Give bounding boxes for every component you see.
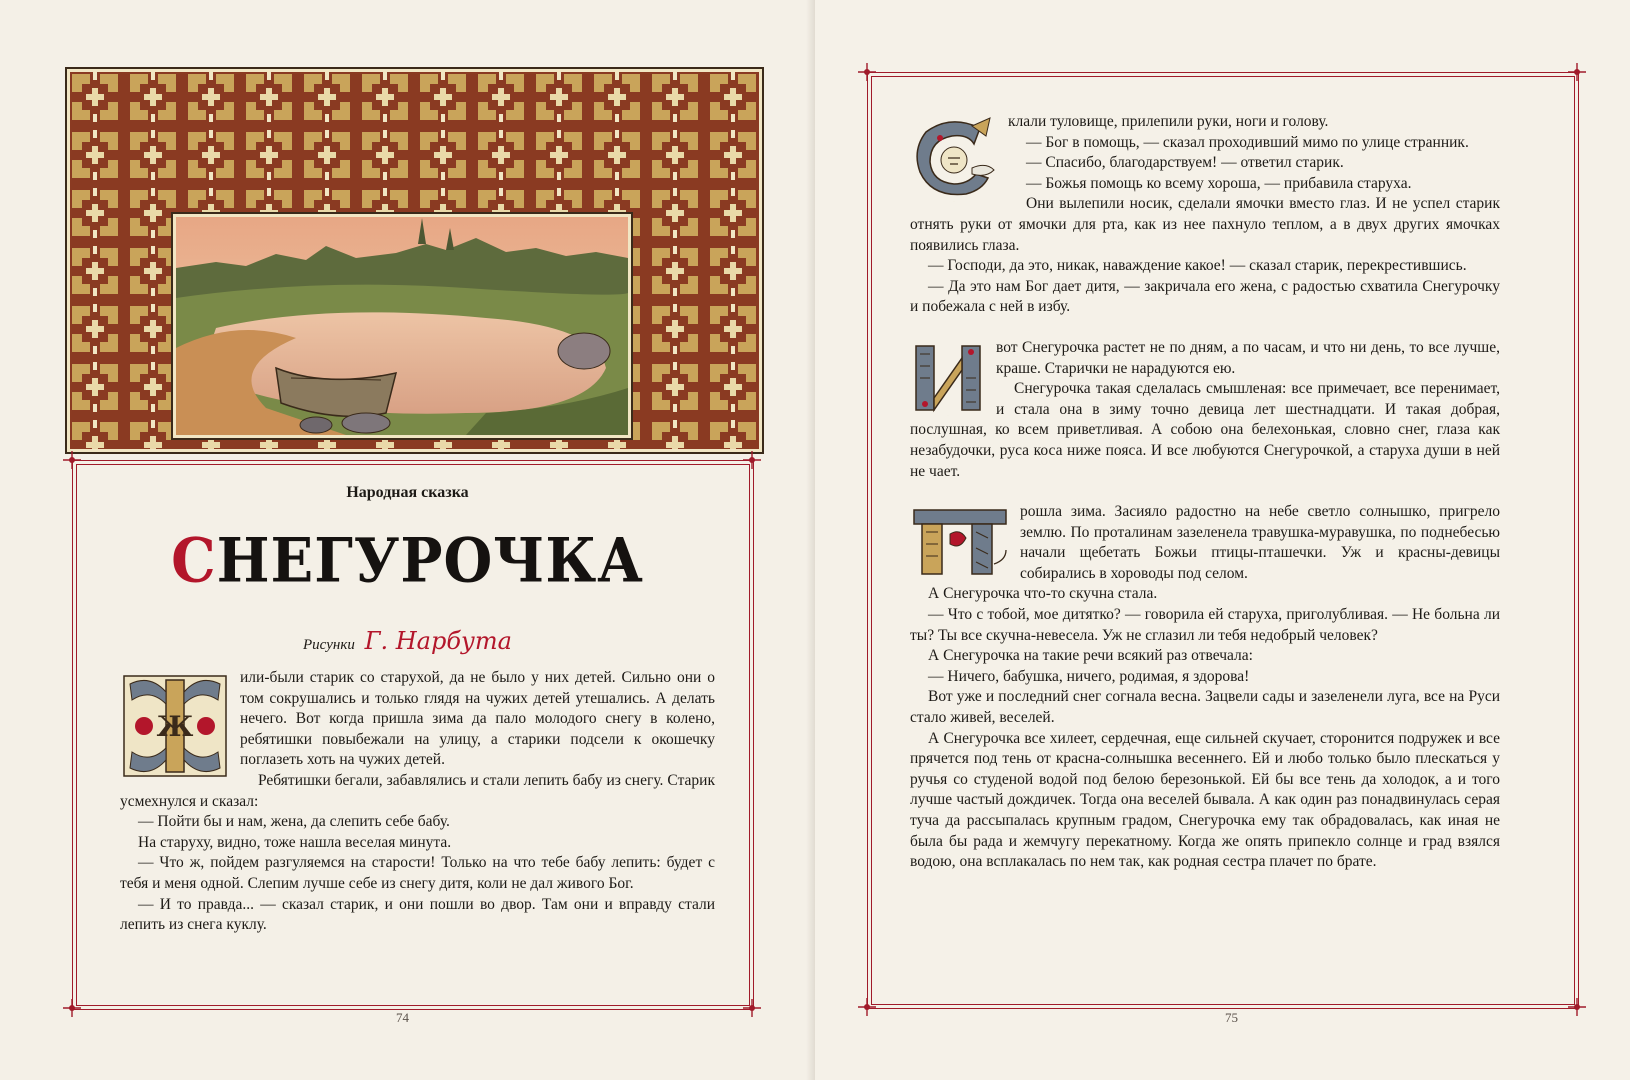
paragraph: — Божья помощь ко всему хороша, — прибавила старуха. [1026,174,1412,192]
title-initial-letter: С [171,525,217,597]
corner-flourish-icon [1568,63,1586,81]
paragraph: — И то правда... — сказал старик, и они пошли во двор. Там они и вправду стали лепить из снега куклу. [120,895,715,934]
text-block-1 [910,112,1500,318]
paragraph: — Пойти бы и нам, жена, да слепить себе бабу. [138,813,450,831]
dropcap-letter: Ж [156,710,194,743]
dropcap-s-ornament [910,114,998,202]
paragraph: Снегурочка такая сделалась смышленая: все примечает, все перенимает, и стала она в зиму точно девица лет шестнадцати. И такая добрая, послушная, ко всем приветливая. А собою она белехонькая, словно снег, глаза как незабудочки, руса коса ниже пояса. И все любуются Снегурочкой, а старуха души в ней не чает. [910,380,1500,480]
paragraph: Вот уже и последний снег согнала весна. Зацвели сады и зазеленели луга, все на Руси стало живей, веселей. [910,688,1500,727]
headpiece-illustration [66,68,763,453]
corner-flourish-icon [1568,998,1586,1016]
corner-flourish-icon [743,451,761,469]
credit-artist-name: Г. Нарбута [364,627,512,655]
dropcap-zh-ornament [120,670,230,782]
corner-flourish-icon [858,998,876,1016]
dropcap-letter: И [947,415,949,417]
title-rest: НЕГУРОЧКА [216,525,644,597]
paragraph: клали туловище, прилепили руки, ноги и голову. [1008,113,1329,130]
paragraph: — Спасибо, благодарствуем! — ответил старик. [1026,154,1344,172]
credit-prefix: Рисунки [303,637,355,653]
paragraph: рошла зима. Засияло радостно на небе светло солнышко, пригрело землю. По проталинам зазеленела травушка-муравушка, по поднебесью начали щебетать Божьи птицы-пташечки. Уж и красны-девицы собирались в хороводы под селом. [1020,503,1500,582]
dropcap-letter: С [953,202,955,203]
page-number: 74 [396,1010,409,1025]
tale-genre-subtitle: Народная сказка [346,484,469,501]
paragraph: — Бог в помощь, — сказал проходивший мимо по улице странник. [1026,133,1469,151]
text-block-3 [910,502,1500,873]
paragraph: На старуху, видно, тоже нашла веселая минута. [138,833,452,851]
paragraph: Они вылепили носик, сделали ямочки вместо глаз. И не успел старик отнять руки от ямочки для рта, как из нее пахнуло теплом, а в двух других ямочках появились глаза. [910,195,1500,254]
text-block-2 [910,338,1500,482]
left-page-body [120,668,715,936]
page-number: 75 [1225,1010,1238,1025]
dropcap-letter: П [959,580,961,582]
corner-flourish-icon [63,999,81,1017]
paragraph: Ребятишки бегали, забавлялись и стали лепить бабу из снегу. Старик усмехнулся и сказал: [120,771,715,810]
paragraph: или-были старик со старухой, да не было у них детей. Сильно они о том сокрушались и только глядя на чужих детей утешались. А делать нечего. Вот когда пришла зима да пало молодого снегу в колено, ребятишки повыбежали на улицу, а старики подсели к окошечку поглазеть хоть на чужих детей. [240,669,715,769]
right-page-body [910,112,1500,873]
paragraph: А Снегурочка на такие речи всякий раз отвечала: [928,647,1253,665]
corner-flourish-icon [63,451,81,469]
dropcap-i-ornament [910,340,986,416]
paragraph: — Что ж, пойдем разгуляемся на старости! Только на что тебе бабу лепить: будет с тебя и меня одной. Слепим лучше себе из снегу дитя, коли не дал живого Бог. [120,854,715,892]
dropcap-p-ornament [910,504,1010,580]
illustrator-credit [0,627,815,655]
paragraph: — Господи, да это, никак, наваждение какое! — сказал старик, перекрестившись. [928,257,1467,275]
corner-flourish-icon [858,63,876,81]
corner-flourish-icon [743,999,761,1017]
paragraph: вот Снегурочка растет не по дням, а по часам, и что ни день, то все лучше, краше. Старички не нарадуются ею. [996,338,1500,377]
paragraph: — Да это нам Бог дает дитя, — закричала его жена, с радостью схватила Снегурочку и побежала с ней в избу. [910,277,1500,316]
paragraph: — Ничего, бабушка, ничего, родимая, я здорова! [928,667,1250,685]
paragraph: — Что с тобой, мое дитятко? — говорила ей старуха, приголубливая. — Не больна ли ты? Ты все скучна-невесела. Уж не сглазил ли тебя недобрый человек? [910,606,1500,644]
tale-title [0,525,815,596]
paragraph: А Снегурочка все хилеет, сердечная, еще сильней скучает, сторонится подружек и все прячется под тень от красна-солнышка весеннего. Ей и любо только было плескаться у ручья со студеной водой под белою березонькой. Ей бы все тень да холодок, а и того лучше частый дождичек. Тогда она веселей бывала. А как один раз понадвинулась серая туча да рассыпалась крупным градом, Снегурочка ему так обрадовалась, как иная не была бы рада и жемчугу перекатному. Когда же опять припекло солнце и град взялся водою, она всплакалась по нем так, как родная сестра плачет по брате. [910,729,1500,871]
paragraph: А Снегурочка что-то скучна стала. [928,585,1158,603]
